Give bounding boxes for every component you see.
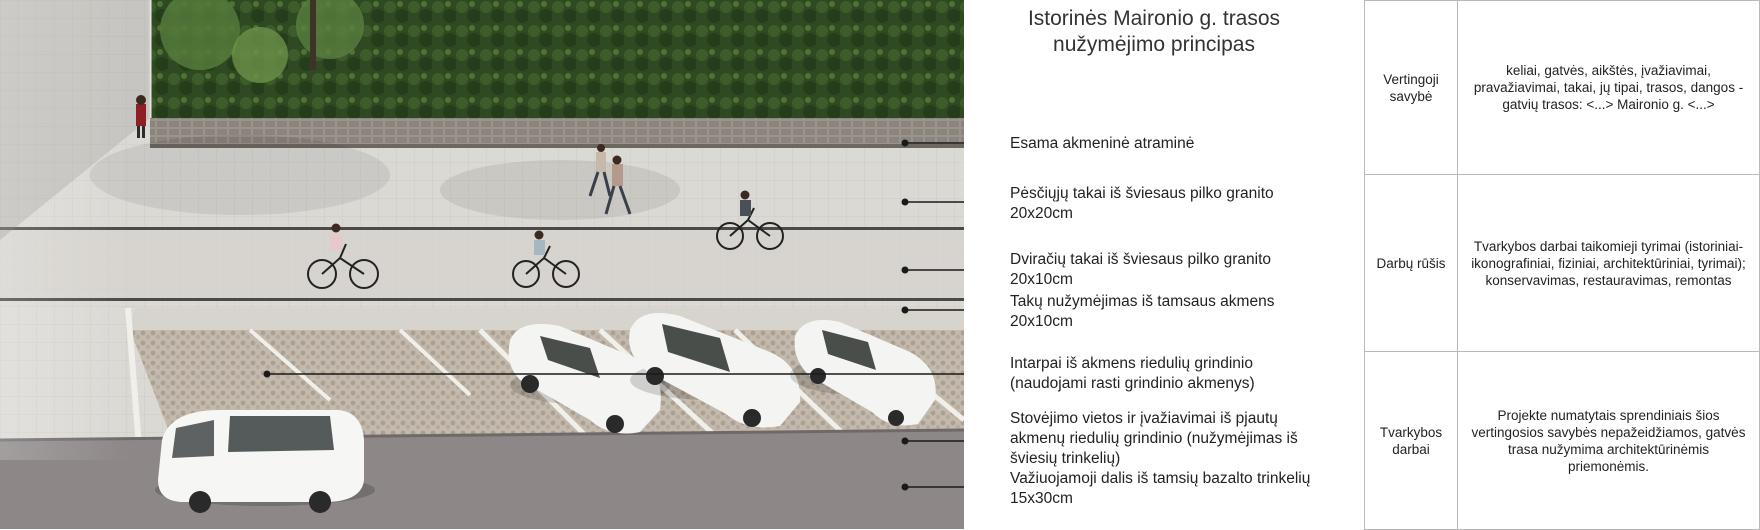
legend-item-parking: Stovėjimo vietos ir įvažiavimai iš pjautų akmenų riedulių grindinio (nužymėjimas iš šviesių trinkelių) [1010, 410, 1298, 467]
legend-item-cycle-paths: Dviračių takai iš šviesaus pilko granito 20x10cm [1010, 251, 1272, 288]
row-label: Tvarkybos darbai [1365, 352, 1458, 530]
basalt-roadway [0, 430, 964, 529]
legend-item-pedestrian-paths: Pėsčiųjų takai iš šviesaus pilko granito 20x20cm [1010, 185, 1274, 222]
legend-panel [964, 0, 1364, 529]
legend-item-roadway: Važiuojamoji dalis iš tamsių bazalto trinkelių 15x30cm [1010, 470, 1311, 507]
dark-stone-marking [0, 227, 964, 230]
row-value: Projekte numatytais sprendiniais šios vertingosios savybės nepažeidžiamos, gatvės trasa nužymima architektūrinėmis priemonėmis. [1458, 352, 1760, 530]
legend-title: Istorinės Maironio g. trasos nužymėjimo principas [1027, 7, 1281, 56]
table-row [1365, 175, 1760, 352]
legend-item-path-marking: Takų nužymėjimas iš tamsaus akmens 20x10cm [1010, 293, 1275, 330]
van [155, 410, 375, 513]
table-row [1365, 1, 1760, 175]
legend-item-cobble-inserts: Intarpai iš akmens riedulių grindinio (naudojami rasti grindinio akmenys) [1010, 355, 1255, 392]
dark-stone-marking [0, 298, 964, 301]
row-label: Darbų rūšis [1365, 175, 1458, 352]
heritage-properties-table [1364, 0, 1760, 530]
table-row [1365, 352, 1760, 530]
row-value: keliai, gatvės, aikštės, įvažiavimai, pravažiavimai, takai, jų tipai, trasos, dangos - gatvių trasos: <...> Maironio g. <...> [1458, 1, 1760, 175]
cycle-path [0, 230, 964, 298]
legend-item-retaining-wall: Esama akmeninė atraminė [1010, 135, 1195, 152]
row-value: Tvarkybos darbai taikomieji tyrimai (istoriniai-ikonografiniai, fiziniai, architektūriniai, tyrimai); konservavimas, restauravimas, remontas [1458, 175, 1760, 352]
row-label: Vertingoji savybė [1365, 1, 1458, 175]
